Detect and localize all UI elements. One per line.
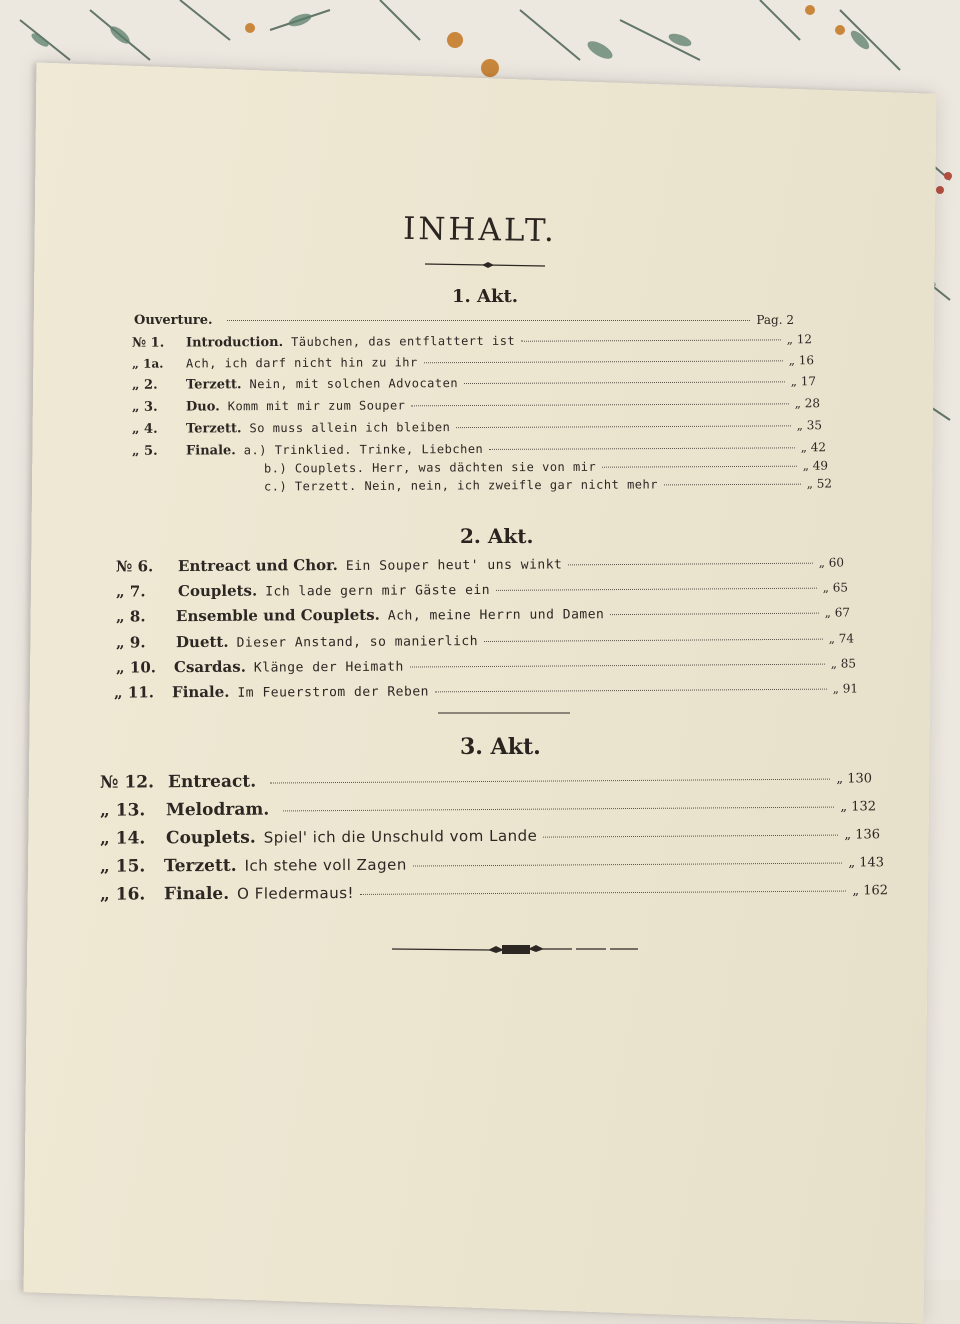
list-item: „ 14. Couplets. Spiel' ich die Unschuld vom Lande „ 136 xyxy=(99,826,881,849)
list-item: „ 9. Duett. Dieser Anstand, so manierlich „ 74 xyxy=(115,631,855,652)
list-item: „ 13. Melodram. „ 132 xyxy=(99,799,877,821)
list-item: № 1. Introduction. Täubchen, das entflattert ist „ 12 xyxy=(131,332,813,351)
list-item: „ 15. Terzett. Ich stehe voll Zagen „ 143 xyxy=(99,855,885,877)
divider-line xyxy=(436,710,572,716)
list-item: „ 10. Csardas. Klänge der Heimath „ 85 xyxy=(115,656,857,677)
list-item: „ 2. Terzett. Nein, mit solchen Advocaten „ 17 xyxy=(131,374,817,393)
act-2-heading: 2. Akt. xyxy=(460,524,534,548)
list-item: „ 11. Finale. Im Feuerstrom der Reben „ 91 xyxy=(113,681,859,702)
list-item: „ 4. Terzett. So muss allein ich bleiben „ 35 xyxy=(131,418,823,437)
list-item: Ouverture. Pag. 2 xyxy=(134,313,794,328)
page-title: INHALT. xyxy=(402,210,558,250)
list-item: „ 3. Duo. Komm mit mir zum Souper „ 28 xyxy=(131,396,821,415)
act-1-heading: 1. Akt. xyxy=(452,286,519,307)
ornament-divider-icon xyxy=(420,258,550,270)
list-item: „ 7. Couplets. Ich lade gern mir Gäste ein „ 65 xyxy=(115,580,849,601)
list-item: № 6. Entreact und Chor. Ein Souper heut' uns winkt „ 60 xyxy=(115,555,845,576)
list-item: c.) Terzett. Nein, nein, ich zweifle gar nicht mehr „ 52 xyxy=(263,476,833,494)
list-item: „ 5. Finale. a.) Trinklied. Trinke, Liebchen „ 42 xyxy=(131,440,827,459)
list-item: № 12. Entreact. „ 130 xyxy=(99,771,873,793)
act-3-heading: 3. Akt. xyxy=(460,734,541,760)
list-item: „ 1a. Ach, ich darf nicht hin zu ihr „ 16 xyxy=(131,353,815,371)
list-item: b.) Couplets. Herr, was dächten sie von mir „ 49 xyxy=(263,458,829,476)
list-item: „ 8. Ensemble und Couplets. Ach, meine Herrn und Damen „ 67 xyxy=(115,605,851,626)
list-item: „ 16. Finale. O Fledermaus! „ 162 xyxy=(99,883,889,905)
ornament-divider-icon xyxy=(390,940,640,956)
